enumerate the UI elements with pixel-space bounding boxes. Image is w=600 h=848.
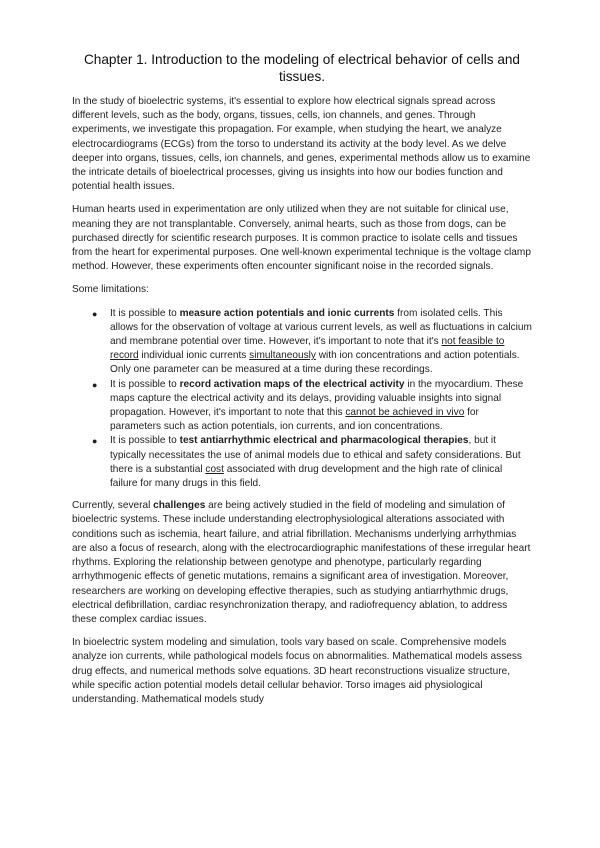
limitations-list — [72, 307, 532, 492]
paragraph-tools: In bioelectric system modeling and simulation, tools vary based on scale. Comprehensive models analyze ion currents, while pathological models focus on abnormalities. Mathematical models assess drug effects, and numerical methods solve equations. 3D heart reconstructions visualize structure, while specific action potential models detail cellular behavior. Torso images aid physiological understanding. Mathematical models study — [72, 637, 522, 705]
bullet-icon: ● — [92, 308, 98, 319]
limitation-item: ● It is possible to measure action potentials and ionic currents from isolated cells. This allows for the observation of voltage at various current levels, as well as fluctuations in calcium and membrane potential over time. However, it's important to note that it's not feasible to record individual ionic currents simultaneously with ion concentrations and action potentials. Only one parameter can be measured at a time during these recordings. — [92, 307, 532, 376]
paragraph-challenges: Currently, several challenges are being actively studied in the field of modeling and simulation of bioelectric systems. These include understanding electrophysiological alterations associated with conditions such as ischemia, heart failure, and atrial fibrillation. Mechanisms underlying arrhythmias are also a focus of research, along with the electrocardiographic manifestations of these irregular heart rhythms. Exploring the relationship between genotype and phenotype, particularly regarding arrhythmogenic effects of genetic mutations, remains a significant area of investigation. Moreover, researchers are working on developing effective therapies, such as studying antiarrhythmic drugs, electrical defibrillation, cardiac resynchronization therapy, and radiofrequency ablation, to address these complex cardiac issues. — [72, 500, 531, 625]
bullet-icon: ● — [92, 436, 98, 447]
document-body — [72, 95, 532, 716]
limitation-item: ● It is possible to test antiarrhythmic electrical and pharmacological therapies, but it typically necessitates the use of animal models due to ethical and safety considerations. But there is a substantial cost associated with drug development and the high rate of clinical failure for many drugs in this field. — [92, 435, 521, 490]
paragraph-intro: In the study of bioelectric systems, it's essential to explore how electrical signals spread across different levels, such as the body, organs, tissues, cells, ion channels, and genes. Through experiments, we investigate this propagation. For example, when studying the heart, we analyze electrocardiograms (ECGs) from the torso to understand its activity at the body level. As we delve deeper into organs, tissues, cells, ion channels, and genes, experimental methods allow us to examine the intricate details of bioelectrical processes, giving us insights into how our bodies function and potential health issues. — [72, 96, 531, 193]
limitations-heading: Some limitations: — [72, 284, 149, 296]
paragraph-human-hearts: Human hearts used in experimentation are only utilized when they are not suitable for clinical use, meaning they are not transplantable. Conversely, animal hearts, such as those from dogs, can be purchased directly for scientific research purposes. It is common practice to isolate cells and tissues from the heart for experimental purposes. One well-known experimental technique is the voltage clamp method. However, these experiments often encounter significant noise in the recorded signals. — [72, 204, 531, 273]
limitation-item: ● It is possible to record activation maps of the electrical activity in the myocardium. These maps capture the electrical activity and its delays, providing valuable insights into signal propagation. However, it's important to note that this cannot be achieved in vivo for parameters such as action potentials, ion currents, and ion concentrations. — [92, 378, 524, 433]
chapter-title: Chapter 1. Introduction to the modeling of electrical behavior of cells and tissues. — [83, 52, 520, 84]
bullet-icon: ● — [92, 379, 98, 390]
